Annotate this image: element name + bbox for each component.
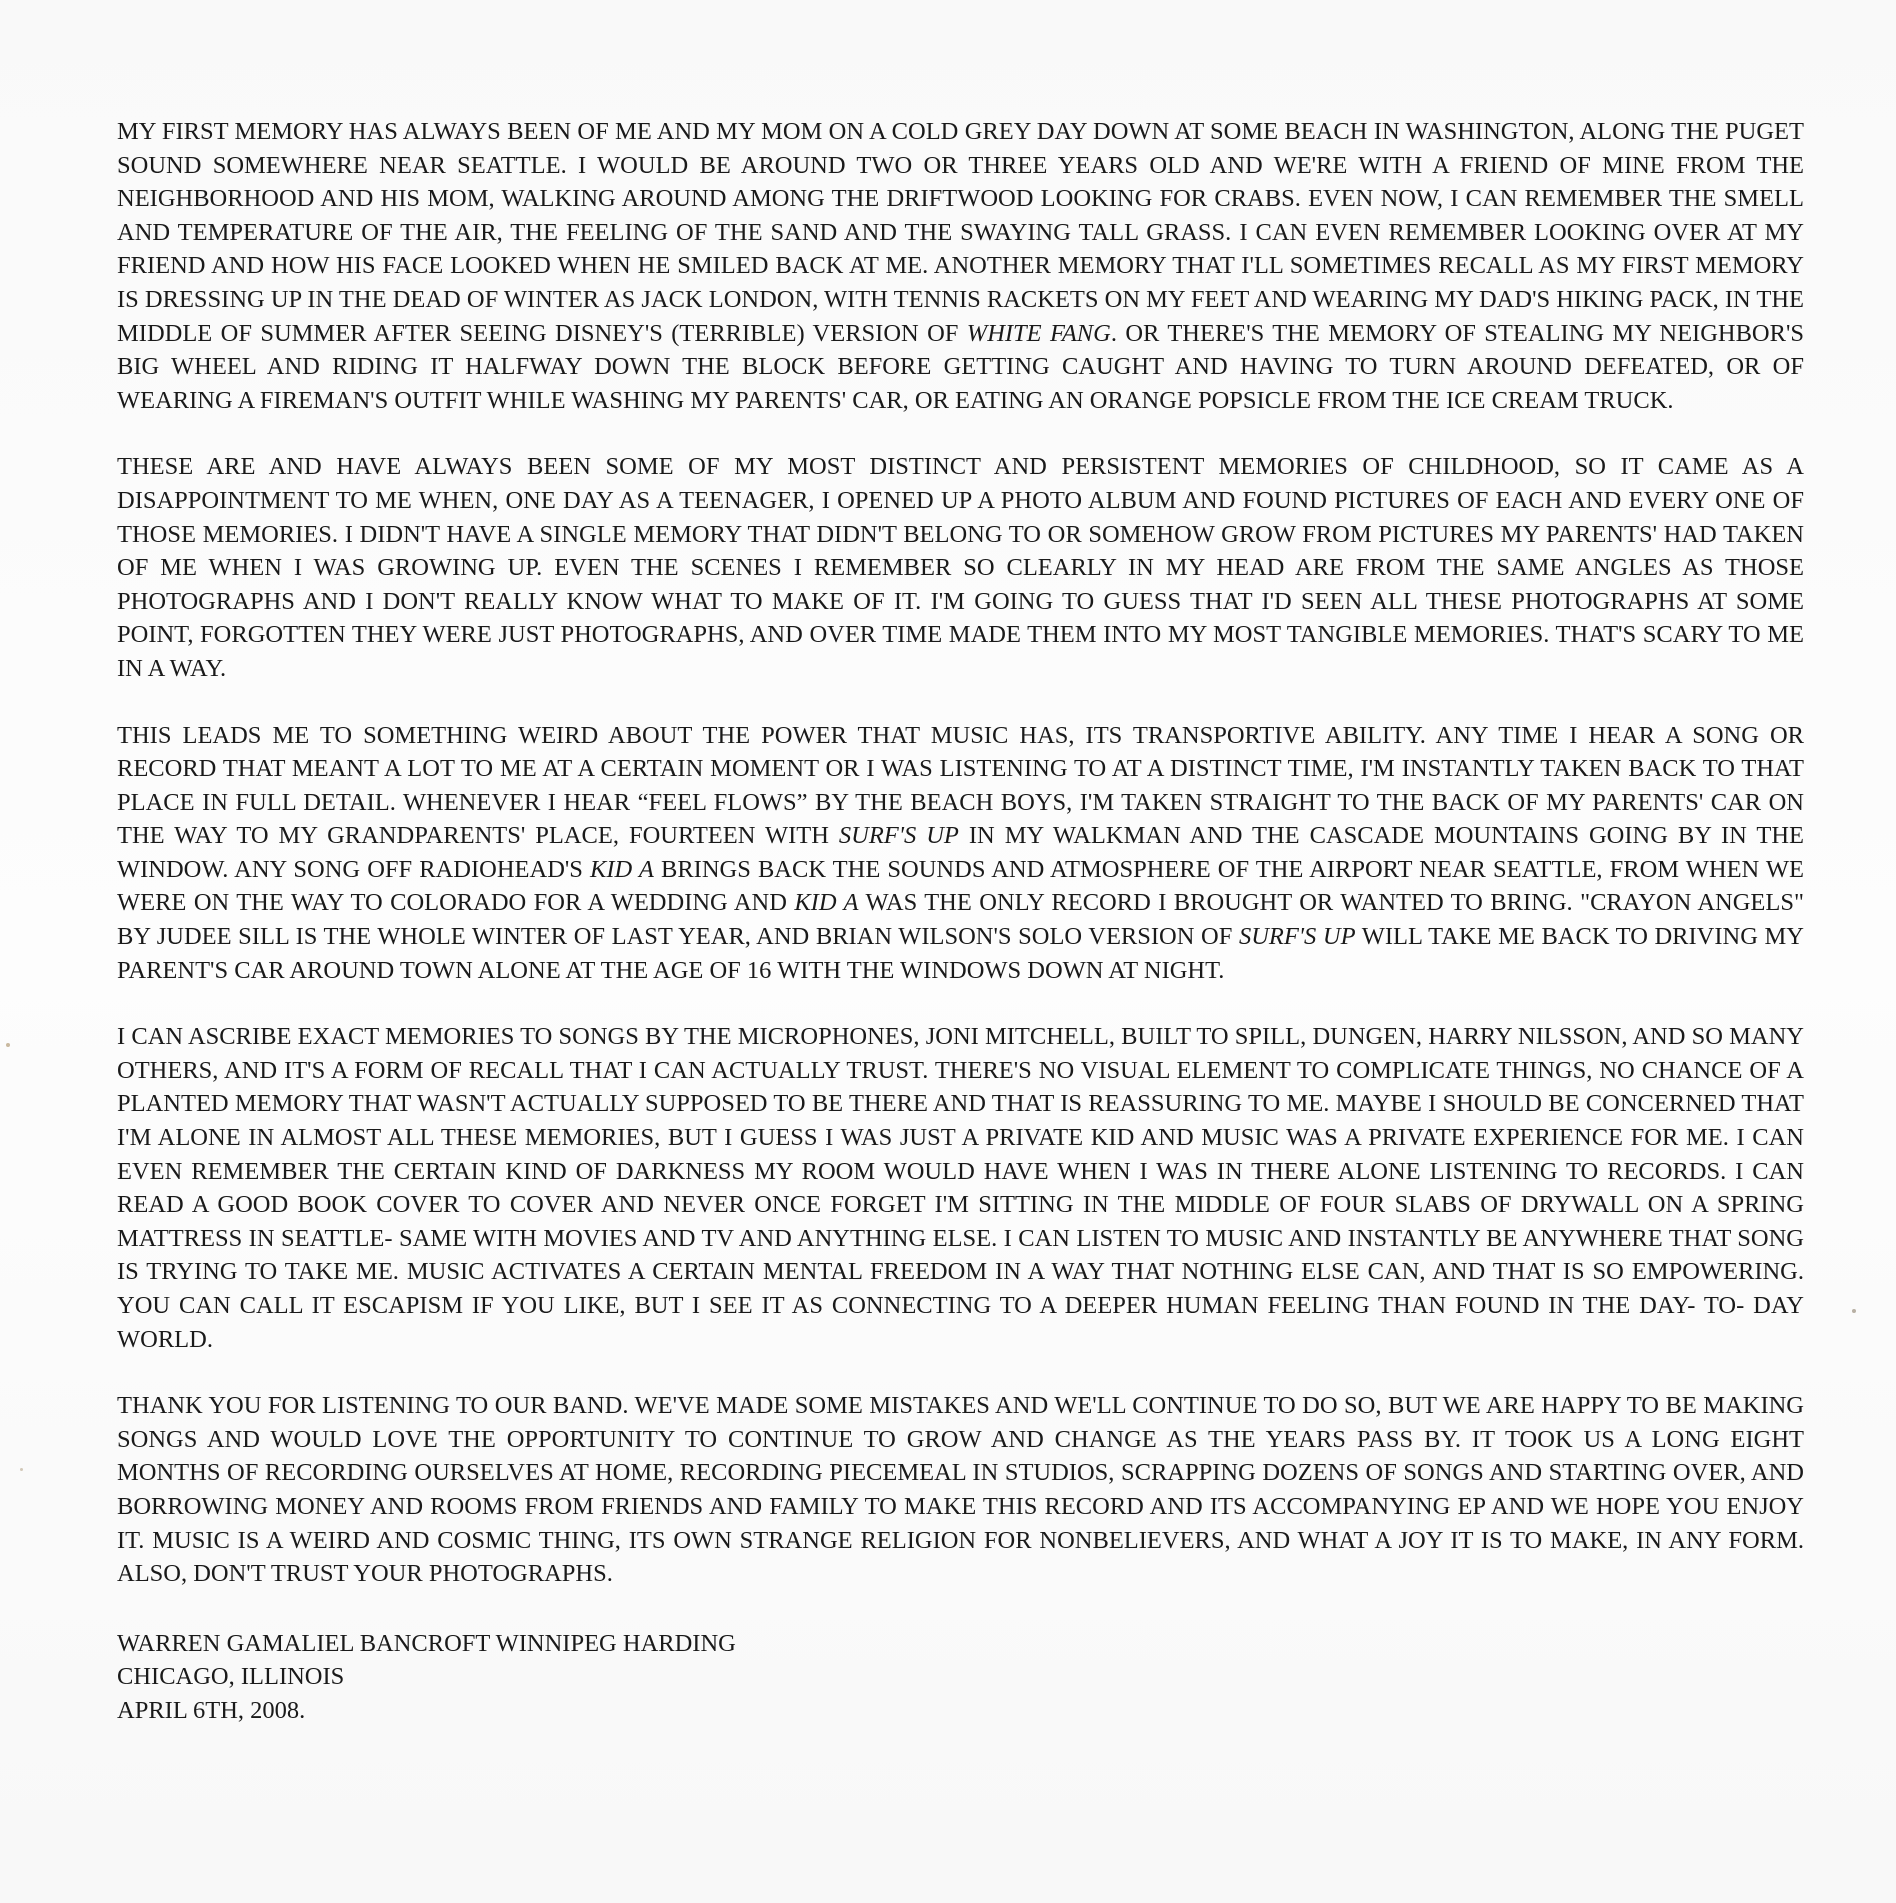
- signature-name: WARREN GAMALIEL BANCROFT WINNIPEG HARDING: [117, 1629, 736, 1657]
- paragraph-music-power: [117, 719, 1804, 988]
- paragraph-text: BRINGS BACK THE SOUNDS AND ATMOSPHERE OF THE AIRPORT NEAR SEATTLE, FROM WHEN WE WERE ON THE WAY TO COLORADO FOR A WEDDING AND: [117, 855, 1804, 917]
- italic-title: KID A: [590, 855, 654, 883]
- signature-date: APRIL 6TH, 2008.: [117, 1696, 306, 1724]
- paragraph-recall: [117, 1020, 1804, 1356]
- paragraph-photo-album: [117, 450, 1804, 685]
- italic-title: SURF'S UP: [1238, 923, 1356, 951]
- paper-speck: [6, 1043, 10, 1047]
- paragraph-text: . OR THERE'S THE MEMORY OF STEALING MY NEIGHBOR'S BIG WHEEL AND RIDING IT HALFWAY DOWN THE BLOCK BEFORE GETTING CAUGHT AND HAVING TO TURN AROUND DEFEATED, OR OF WEARING A FIREMAN'S OUTFIT WHILE WASHING MY PARENTS' CAR, OR EATING AN ORANGE POPSICLE FROM THE ICE CREAM TRUCK.: [117, 319, 1804, 414]
- italic-title: SURF'S UP: [838, 822, 959, 850]
- paragraph-text: THESE ARE AND HAVE ALWAYS BEEN SOME OF MY MOST DISTINCT AND PERSISTENT MEMORIES OF CHILDHOOD, SO IT CAME AS A DISAPPOINTMENT TO ME WHEN, ONE DAY AS A TEENAGER, I OPENED UP A PHOTO ALBUM AND FOUND PICTURES OF EACH AND EVERY ONE OF THOSE MEMORIES. I DIDN'T HAVE A SINGLE MEMORY THAT DIDN'T BELONG TO OR SOMEHOW GROW FROM PICTURES MY PARENTS' HAD TAKEN OF ME WHEN I WAS GROWING UP. EVEN THE SCENES I REMEMBER SO CLEARLY IN MY HEAD ARE FROM THE SAME ANGLES AS THOSE PHOTOGRAPHS AND I DON'T REALLY KNOW WHAT TO MAKE OF IT. I'M GOING TO GUESS THAT I'D SEEN ALL THESE PHOTOGRAPHS AT SOME POINT, FORGOTTEN THEY WERE JUST PHOTOGRAPHS, AND OVER TIME MADE THEM INTO MY MOST TANGIBLE MEMORIES. THAT'S SCARY TO ME IN A WAY.: [117, 453, 1804, 682]
- letter-body: [117, 115, 1804, 1591]
- paragraph-text: THANK YOU FOR LISTENING TO OUR BAND. WE'VE MADE SOME MISTAKES AND WE'LL CONTINUE TO DO SO, BUT WE ARE HAPPY TO BE MAKING SONGS AND WOULD LOVE THE OPPORTUNITY TO CONTINUE TO GROW AND CHANGE AS THE YEARS PASS BY. IT TOOK US A LONG EIGHT MONTHS OF RECORDING OURSELVES AT HOME, RECORDING PIECEMEAL IN STUDIOS, SCRAPPING DOZENS OF SONGS AND STARTING OVER, AND BORROWING MONEY AND ROOMS FROM FRIENDS AND FAMILY TO MAKE THIS RECORD AND ITS ACCOMPANYING EP AND WE HOPE YOU ENJOY IT. MUSIC IS A WEIRD AND COSMIC THING, ITS OWN STRANGE RELIGION FOR NONBELIEVERS, AND WHAT A JOY IT IS TO MAKE, IN ANY FORM. ALSO, DON'T TRUST YOUR PHOTOGRAPHS.: [117, 1392, 1804, 1588]
- paragraph-text: I CAN ASCRIBE EXACT MEMORIES TO SONGS BY THE MICROPHONES, JONI MITCHELL, BUILT TO SPILL, DUNGEN, HARRY NILSSON, AND SO MANY OTHERS, AND IT'S A FORM OF RECALL THAT I CAN ACTUALLY TRUST. THERE'S NO VISUAL ELEMENT TO COMPLICATE THINGS, NO CHANCE OF A PLANTED MEMORY THAT WASN'T ACTUALLY SUPPOSED TO BE THERE AND THAT IS REASSURING TO ME. MAYBE I SHOULD BE CONCERNED THAT I'M ALONE IN ALMOST ALL THESE MEMORIES, BUT I GUESS I WAS JUST A PRIVATE KID AND MUSIC WAS A PRIVATE EXPERIENCE FOR ME. I CAN EVEN REMEMBER THE CERTAIN KIND OF DARKNESS MY ROOM WOULD HAVE WHEN I WAS IN THERE ALONE LISTENING TO RECORDS. I CAN READ A GOOD BOOK COVER TO COVER AND NEVER ONCE FORGET I'M SITTING IN THE MIDDLE OF FOUR SLABS OF DRYWALL ON A SPRING MATTRESS IN SEATTLE- SAME WITH MOVIES AND TV AND ANYTHING ELSE. I CAN LISTEN TO MUSIC AND INSTANTLY BE ANYWHERE THAT SONG IS TRYING TO TAKE ME. MUSIC ACTIVATES A CERTAIN MENTAL FREEDOM IN A WAY THAT NOTHING ELSE CAN, AND THAT IS SO EMPOWERING. YOU CAN CALL IT ESCAPISM IF YOU LIKE, BUT I SEE IT AS CONNECTING TO A DEEPER HUMAN FEELING THAN FOUND IN THE DAY- TO- DAY WORLD.: [117, 1023, 1804, 1353]
- paragraph-text: IN MY WALKMAN AND THE CASCADE MOUNTAINS GOING BY IN THE WINDOW. ANY SONG OFF RADIOHEAD'S: [117, 822, 1804, 883]
- paragraph-thank-you: [117, 1389, 1804, 1591]
- italic-title: WHITE FANG: [966, 319, 1111, 347]
- paragraph-text: THIS LEADS ME TO SOMETHING WEIRD ABOUT THE POWER THAT MUSIC HAS, ITS TRANSPORTIVE ABILITY. ANY TIME I HEAR A SONG OR RECORD THAT MEANT A LOT TO ME AT A CERTAIN MOMENT OR I WAS LISTENING TO AT A DISTINCT TIME, I'M INSTANTLY TAKEN BACK TO THAT PLACE IN FULL DETAIL. WHENEVER I HEAR “FEEL FLOWS” BY THE BEACH BOYS, I'M TAKEN STRAIGHT TO THE BACK OF MY PARENTS' CAR ON THE WAY TO MY GRANDPARENTS' PLACE, FOURTEEN WITH: [117, 721, 1804, 850]
- paper-speck: [1852, 1309, 1856, 1313]
- signature-location: CHICAGO, ILLINOIS: [117, 1663, 345, 1691]
- italic-title: KID A: [794, 889, 859, 917]
- paragraph-first-memory: [117, 115, 1804, 417]
- paragraph-text: WILL TAKE ME BACK TO DRIVING MY PARENT'S CAR AROUND TOWN ALONE AT THE AGE OF 16 WITH THE WINDOWS DOWN AT NIGHT.: [117, 923, 1804, 984]
- paragraph-text: WAS THE ONLY RECORD I BROUGHT OR WANTED TO BRING. "CRAYON ANGELS" BY JUDEE SILL IS THE WHOLE WINTER OF LAST YEAR, AND BRIAN WILSON'S SOLO VERSION OF: [117, 889, 1804, 951]
- signature-block: [117, 1627, 1804, 1728]
- paragraph-text: MY FIRST MEMORY HAS ALWAYS BEEN OF ME AND MY MOM ON A COLD GREY DAY DOWN AT SOME BEACH IN WASHINGTON, ALONG THE PUGET SOUND SOMEWHERE NEAR SEATTLE. I WOULD BE AROUND TWO OR THREE YEARS OLD AND WE'RE WITH A FRIEND OF MINE FROM THE NEIGHBORHOOD AND HIS MOM, WALKING AROUND AMONG THE DRIFTWOOD LOOKING FOR CRABS. EVEN NOW, I CAN REMEMBER THE SMELL AND TEMPERATURE OF THE AIR, THE FEELING OF THE SAND AND THE SWAYING TALL GRASS. I CAN EVEN REMEMBER LOOKING OVER AT MY FRIEND AND HOW HIS FACE LOOKED WHEN HE SMILED BACK AT ME. ANOTHER MEMORY THAT I'LL SOMETIMES RECALL AS MY FIRST MEMORY IS DRESSING UP IN THE DEAD OF WINTER AS JACK LONDON, WITH TENNIS RACKETS ON MY FEET AND WEARING MY DAD'S HIKING PACK, IN THE MIDDLE OF SUMMER AFTER SEEING DISNEY'S (TERRIBLE) VERSION OF: [117, 118, 1804, 347]
- paper-speck: [20, 1468, 23, 1471]
